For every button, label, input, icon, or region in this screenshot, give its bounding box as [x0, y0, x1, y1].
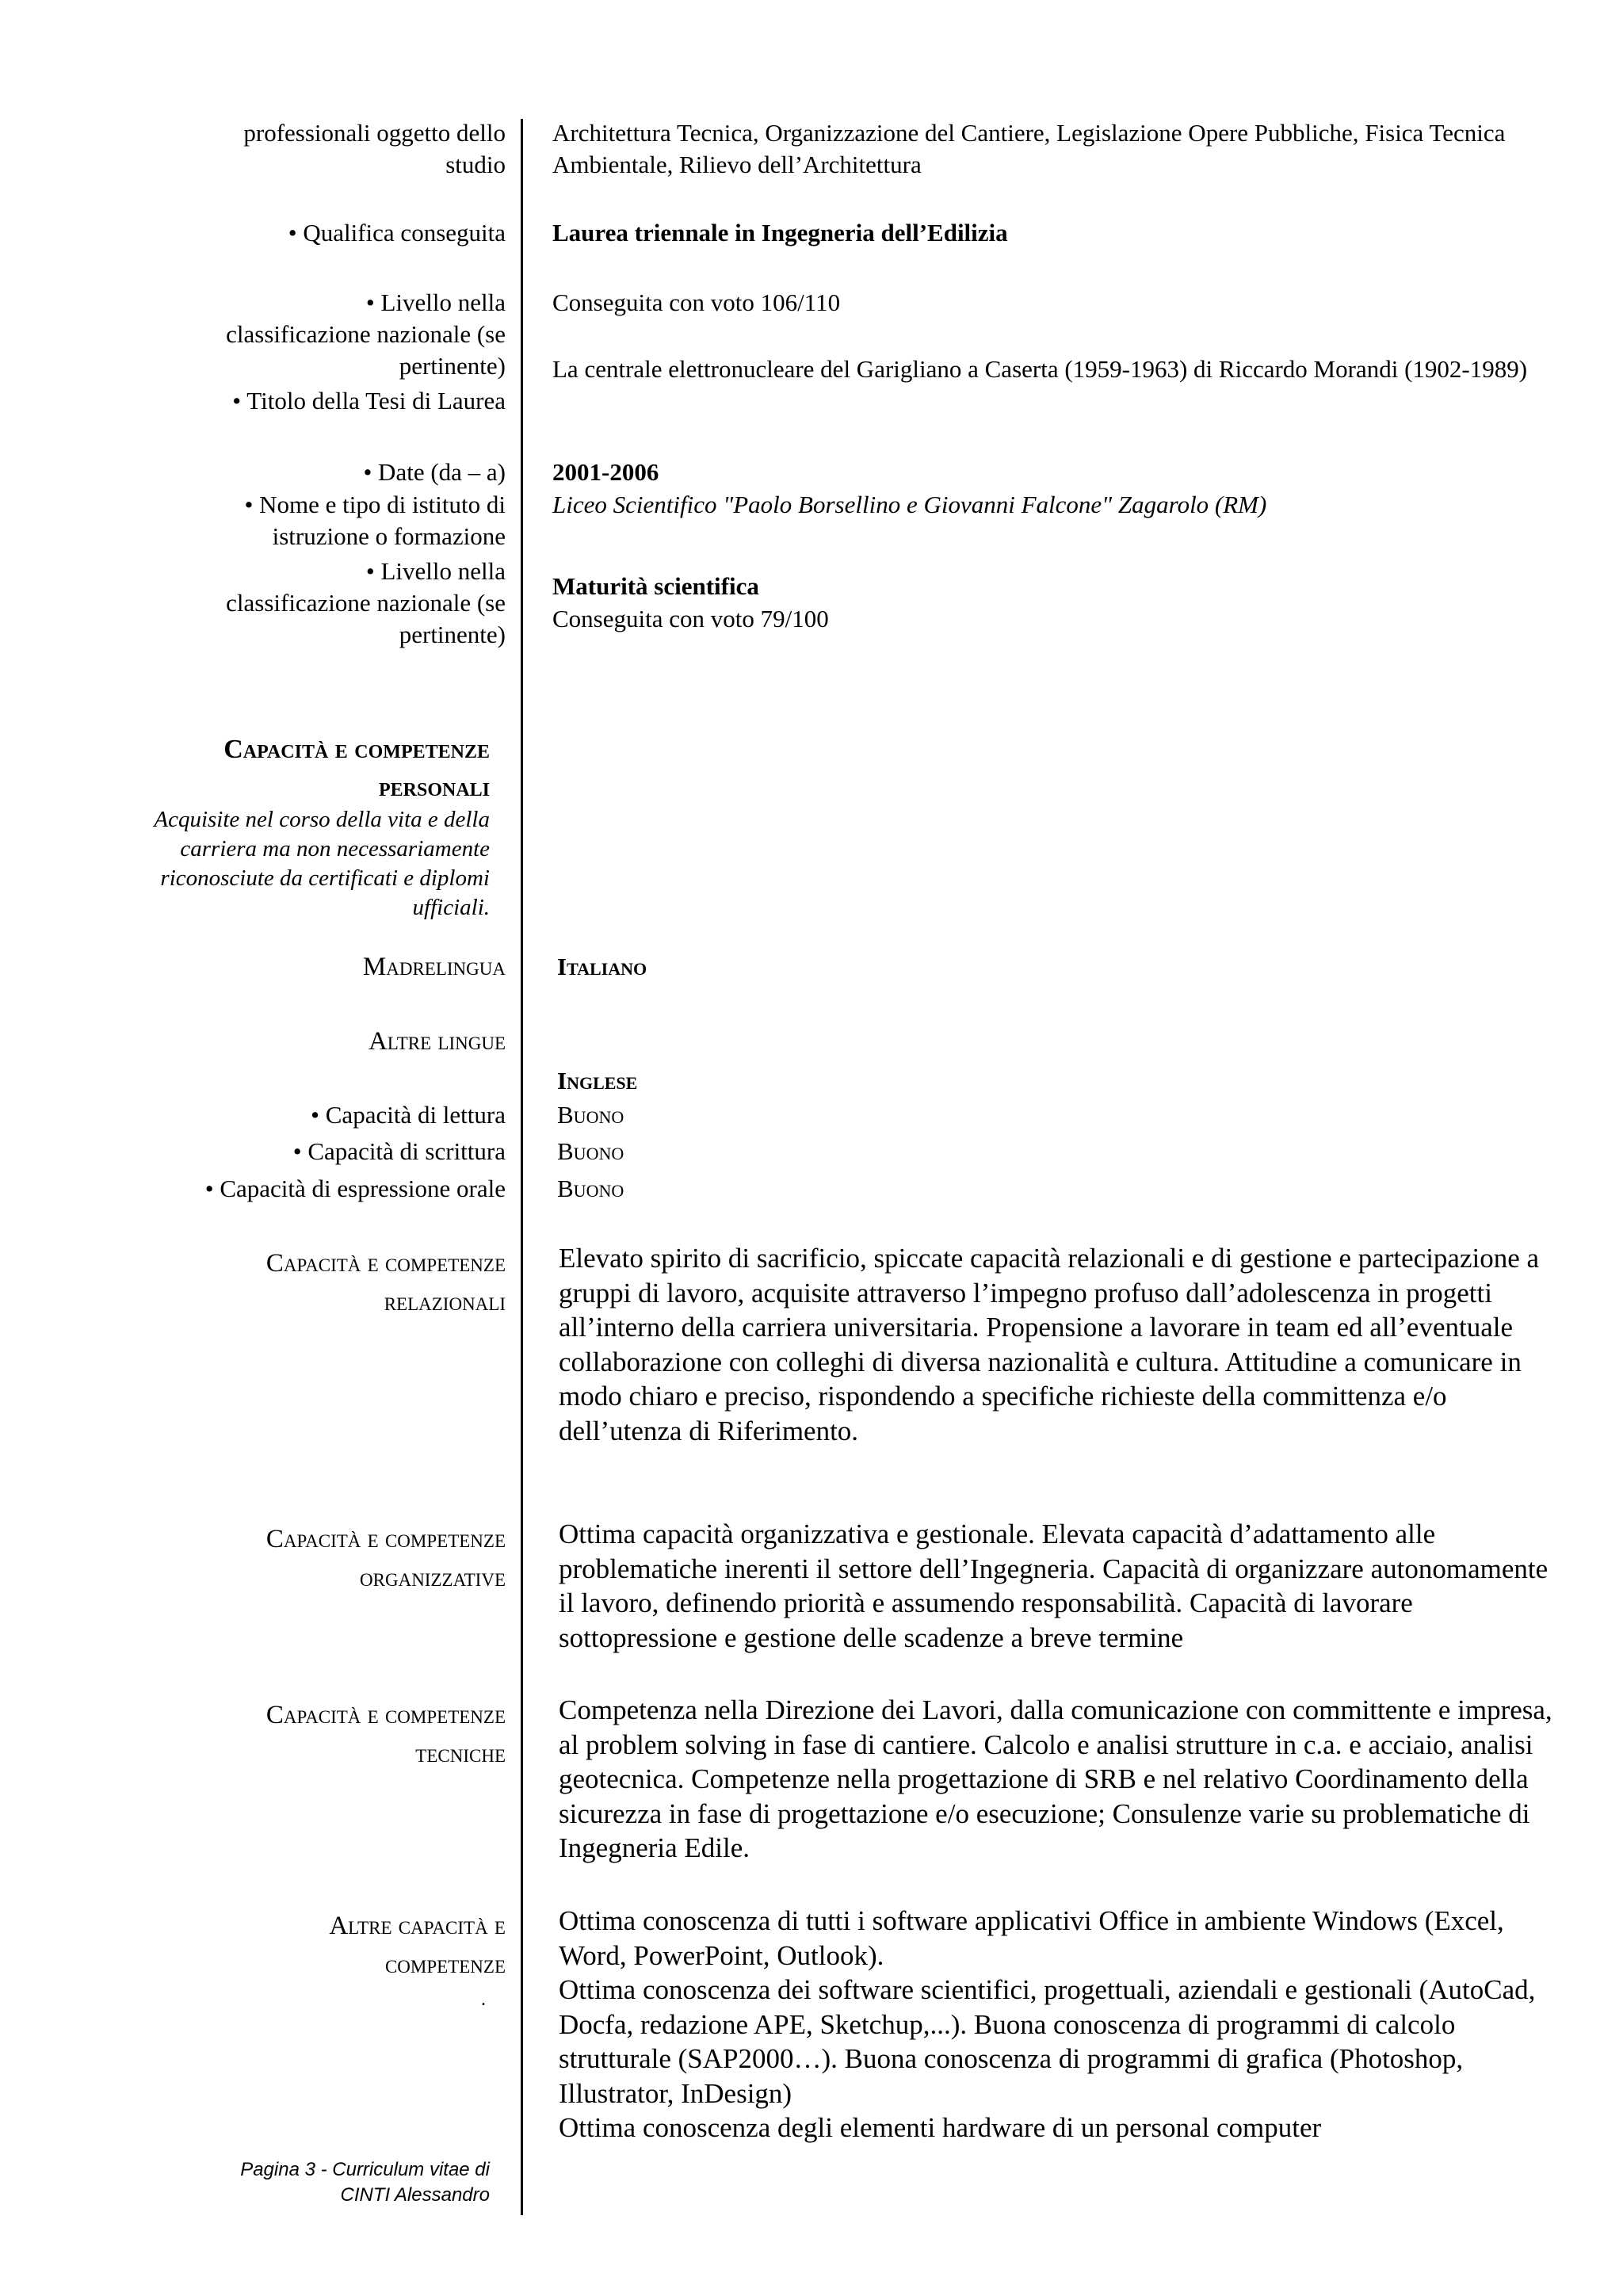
qualification-label: • Qualifica conseguita: [288, 219, 506, 246]
other-skills-value-1: Ottima conoscenza di tutti i software applicativi Office in ambiente Windows (Excel, Word, PowerPoint, Outlook).: [559, 1905, 1504, 1971]
writing-label: • Capacità di scrittura: [292, 1137, 506, 1165]
relational-value: Elevato spirito di sacrificio, spiccate capacità relazionali e di gestione e partecipazione a gruppi di lavoro, acquisite attraverso l’impegno profuso dall’adolescenza in progetti all’interno della carriera universitaria. Propensione a lavorare in team ed all’eventuale collaborazione con colleghi di diversa nazionalità e cultura. Attitudine a comunicare in modo chiaro e preciso, rispondendo a specifiche richieste della committenza e/o dell’utenza di Riferimento.: [559, 1243, 1540, 1446]
subjects-value: Architettura Tecnica, Organizzazione del Cantiere, Legislazione Opere Pubbliche, Fisica Tecnica Ambientale, Rilievo dell’Architettura: [552, 119, 1506, 178]
institute-value: Liceo Scientifico "Paolo Borsellino e Giovanni Falcone" Zagarolo (RM): [552, 491, 1267, 518]
language-name: Inglese: [557, 1067, 638, 1095]
section-note: Acquisite nel corso della vita e della carriera ma non necessariamente riconosciute da certificati e diplomi ufficiali.: [154, 807, 490, 920]
level-label: • Livello nella classificazione nazionale (se pertinente): [226, 288, 506, 380]
stray-dot: .: [481, 1989, 486, 2010]
mother-tongue-label: Madrelingua: [362, 953, 506, 981]
subjects-label: professionali oggetto dello studio: [243, 119, 506, 178]
thesis-label: • Titolo della Tesi di Laurea: [232, 387, 506, 415]
relational-label: Capacità e competenze relazionali: [265, 1249, 506, 1316]
level2-label: • Livello nella classificazione nazionale (se pertinente): [226, 557, 506, 648]
technical-value: Competenza nella Direzione dei Lavori, dalla comunicazione con committente e impresa, al problem solving in fase di cantiere. Calcolo e analisi strutture in c.a. e acciaio, analisi geotecnica. Competenze nella progettazione di SRB e nel relativo Coordinamento della sicurezza in fase di progettazione e/o esecuzione; Consulenze varie su problematiche di Ingegneria Edile.: [559, 1694, 1552, 1863]
dates-value: 2001-2006: [552, 458, 659, 486]
institute-label: • Nome e tipo di istituto di istruzione o formazione: [244, 491, 506, 550]
footer-line-2: CINTI Alessandro: [340, 2184, 490, 2206]
technical-label: Capacità e competenze tecniche: [265, 1701, 506, 1768]
writing-value: Buono: [557, 1137, 624, 1165]
mother-tongue-value: Italiano: [557, 953, 647, 980]
reading-value: Buono: [557, 1101, 624, 1129]
column-divider: [521, 119, 523, 2215]
level2-value: Conseguita con voto 79/100: [552, 605, 829, 632]
other-skills-value-3: Ottima conoscenza degli elementi hardware di un personal computer: [559, 2112, 1322, 2143]
thesis-value: La centrale elettronucleare del Garigliano a Caserta (1959-1963) di Riccardo Morandi (1902-1989): [552, 355, 1528, 383]
qualification-value: Laurea triennale in Ingegneria dell’Edilizia: [552, 219, 1008, 246]
other-languages-label: Altre lingue: [368, 1027, 506, 1056]
organizational-value: Ottima capacità organizzativa e gestionale. Elevata capacità d’adattamento alle problematiche inerenti il settore dell’Ingegneria. Capacità di organizzare autonomamente il lavoro, definendo priorità e assumendo responsabilità. Capacità di lavorare sottopressione e gestione delle scadenze a breve termine: [559, 1519, 1549, 1653]
organizational-label: Capacità e competenze organizzative: [265, 1525, 506, 1592]
dates-label: • Date (da – a): [363, 458, 506, 486]
speaking-label: • Capacità di espressione orale: [204, 1175, 506, 1202]
level-value: Conseguita con voto 106/110: [552, 288, 841, 316]
section-title-personal-2: personali: [378, 773, 490, 802]
speaking-value: Buono: [557, 1175, 624, 1202]
footer-line-1: Pagina 3 - Curriculum vitae di: [240, 2159, 490, 2180]
section-title-personal-1: Capacità e competenze: [223, 735, 490, 764]
level2-title: Maturità scientifica: [552, 572, 759, 600]
other-skills-label: Altre capacità e competenze: [329, 1912, 506, 1979]
other-skills-value-2: Ottima conoscenza dei software scientifici, progettuali, aziendali e gestionali (AutoCad, Docfa, redazione APE, Sketchup,...). Buona conoscenza di programmi di calcolo strutturale (SAP2000…). Buona conoscenza di programmi di grafica (Photoshop, Illustrator, InDesign): [559, 1974, 1536, 2109]
reading-label: • Capacità di lettura: [311, 1101, 506, 1129]
